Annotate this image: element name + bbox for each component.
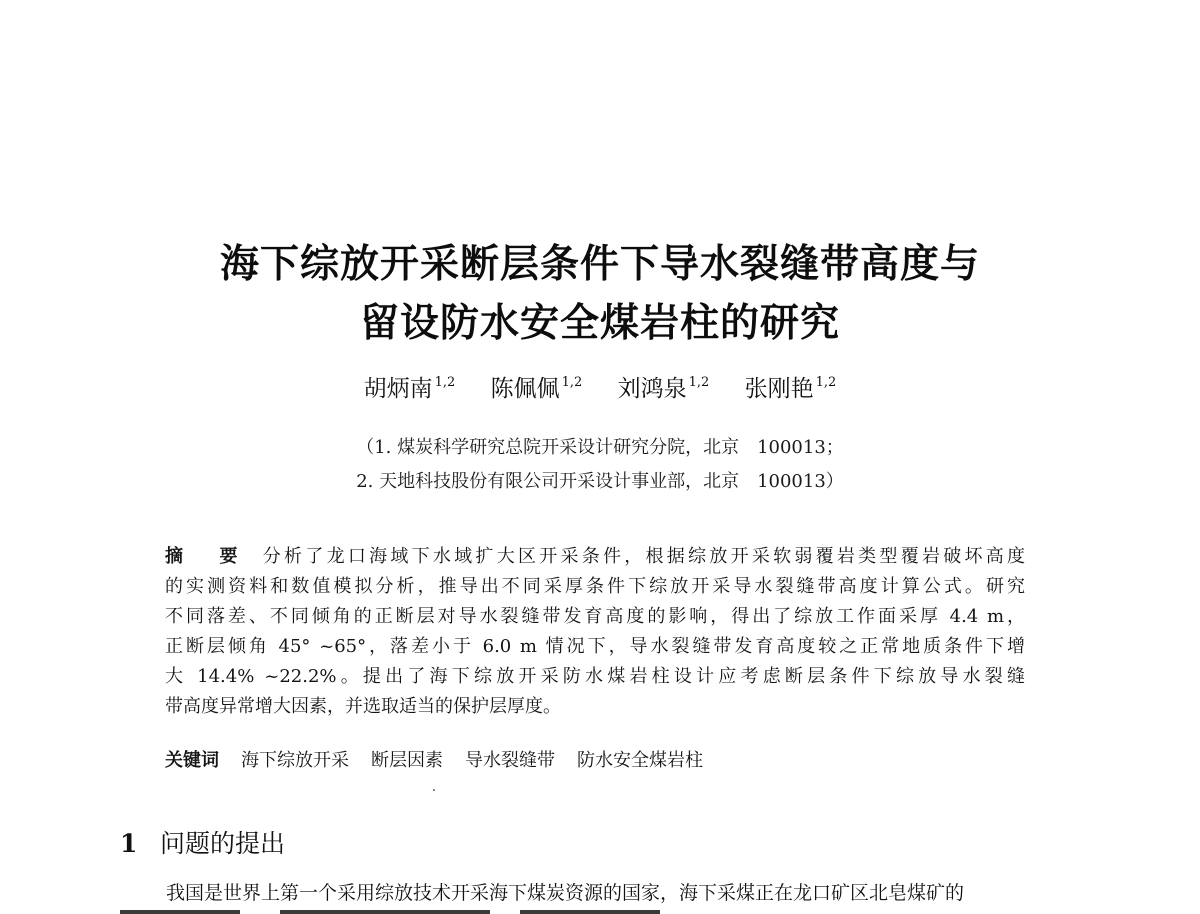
author-affiliation-mark: 1,2	[688, 375, 710, 390]
author-affiliation-mark: 1,2	[815, 375, 837, 390]
abstract-line: 带高度异常增大因素，并选取适当的保护层厚度。	[165, 696, 561, 717]
abstract-line	[165, 542, 1025, 572]
cut-off-text-fragment	[120, 910, 240, 914]
abstract-line: 大 14.4% ~22.2%。提出了海下综放开采防水煤岩柱设计应考虑断层条件下综放导水裂缝	[165, 666, 1025, 687]
section-title: 问题的提出	[160, 829, 286, 858]
author-name: 刘鸿泉	[617, 376, 687, 402]
keywords-label: 关键词	[165, 750, 219, 771]
author-affiliation-mark: 1,2	[434, 375, 456, 390]
abstract-line: 的实测资料和数值模拟分析，推导出不同采厚条件下综放开采导水裂缝带高度计算公式。研究	[165, 576, 1025, 597]
author	[745, 370, 837, 403]
author-name: 张刚艳	[744, 376, 814, 402]
body-paragraph-line: 我国是世界上第一个采用综放技术开采海下煤炭资源的国家，海下采煤正在龙口矿区北皂煤矿的	[166, 882, 965, 904]
keywords-line	[165, 746, 725, 772]
author	[491, 370, 583, 403]
section-heading	[120, 824, 285, 860]
abstract-line: 不同落差、不同倾角的正断层对导水裂缝带发育高度的影响，得出了综放工作面采厚 4.4 m，	[165, 606, 1025, 627]
cut-off-next-line	[120, 906, 740, 914]
keyword: 断层因素	[371, 750, 443, 771]
abstract-block	[165, 542, 1025, 722]
author	[618, 370, 710, 403]
affiliation-line-2: 2. 天地科技股份有限公司开采设计事业部，北京 100013）	[356, 471, 844, 492]
keyword: 海下综放开采	[241, 750, 349, 771]
cut-off-text-fragment	[520, 910, 660, 914]
author-affiliation-mark: 1,2	[561, 375, 583, 390]
keyword: 导水裂缝带	[465, 750, 555, 771]
author-list	[0, 370, 1200, 403]
author-name: 陈佩佩	[490, 376, 560, 402]
section-number: 1	[120, 829, 138, 858]
paper-title-line-1: 海下综放开采断层条件下导水裂缝带高度与	[219, 242, 980, 287]
author-name: 胡炳南	[363, 376, 433, 402]
abstract-line: 正断层倾角 45° ~65°，落差小于 6.0 m 情况下，导水裂缝带发育高度较之正常地质条件下增	[165, 636, 1025, 657]
author	[364, 370, 456, 403]
scan-speck	[433, 789, 435, 791]
abstract-text: 分析了龙口海域下水域扩大区开采条件，根据综放开采软弱覆岩类型覆岩破坏高度	[262, 546, 1026, 567]
paper-title-line-2: 留设防水安全煤岩柱的研究	[359, 301, 840, 346]
affiliation-line-1: （1. 煤炭科学研究总院开采设计研究分院，北京 100013；	[356, 437, 844, 458]
abstract-label: 摘 要	[165, 546, 247, 567]
cut-off-text-fragment	[280, 910, 490, 914]
keyword: 防水安全煤岩柱	[577, 750, 703, 771]
